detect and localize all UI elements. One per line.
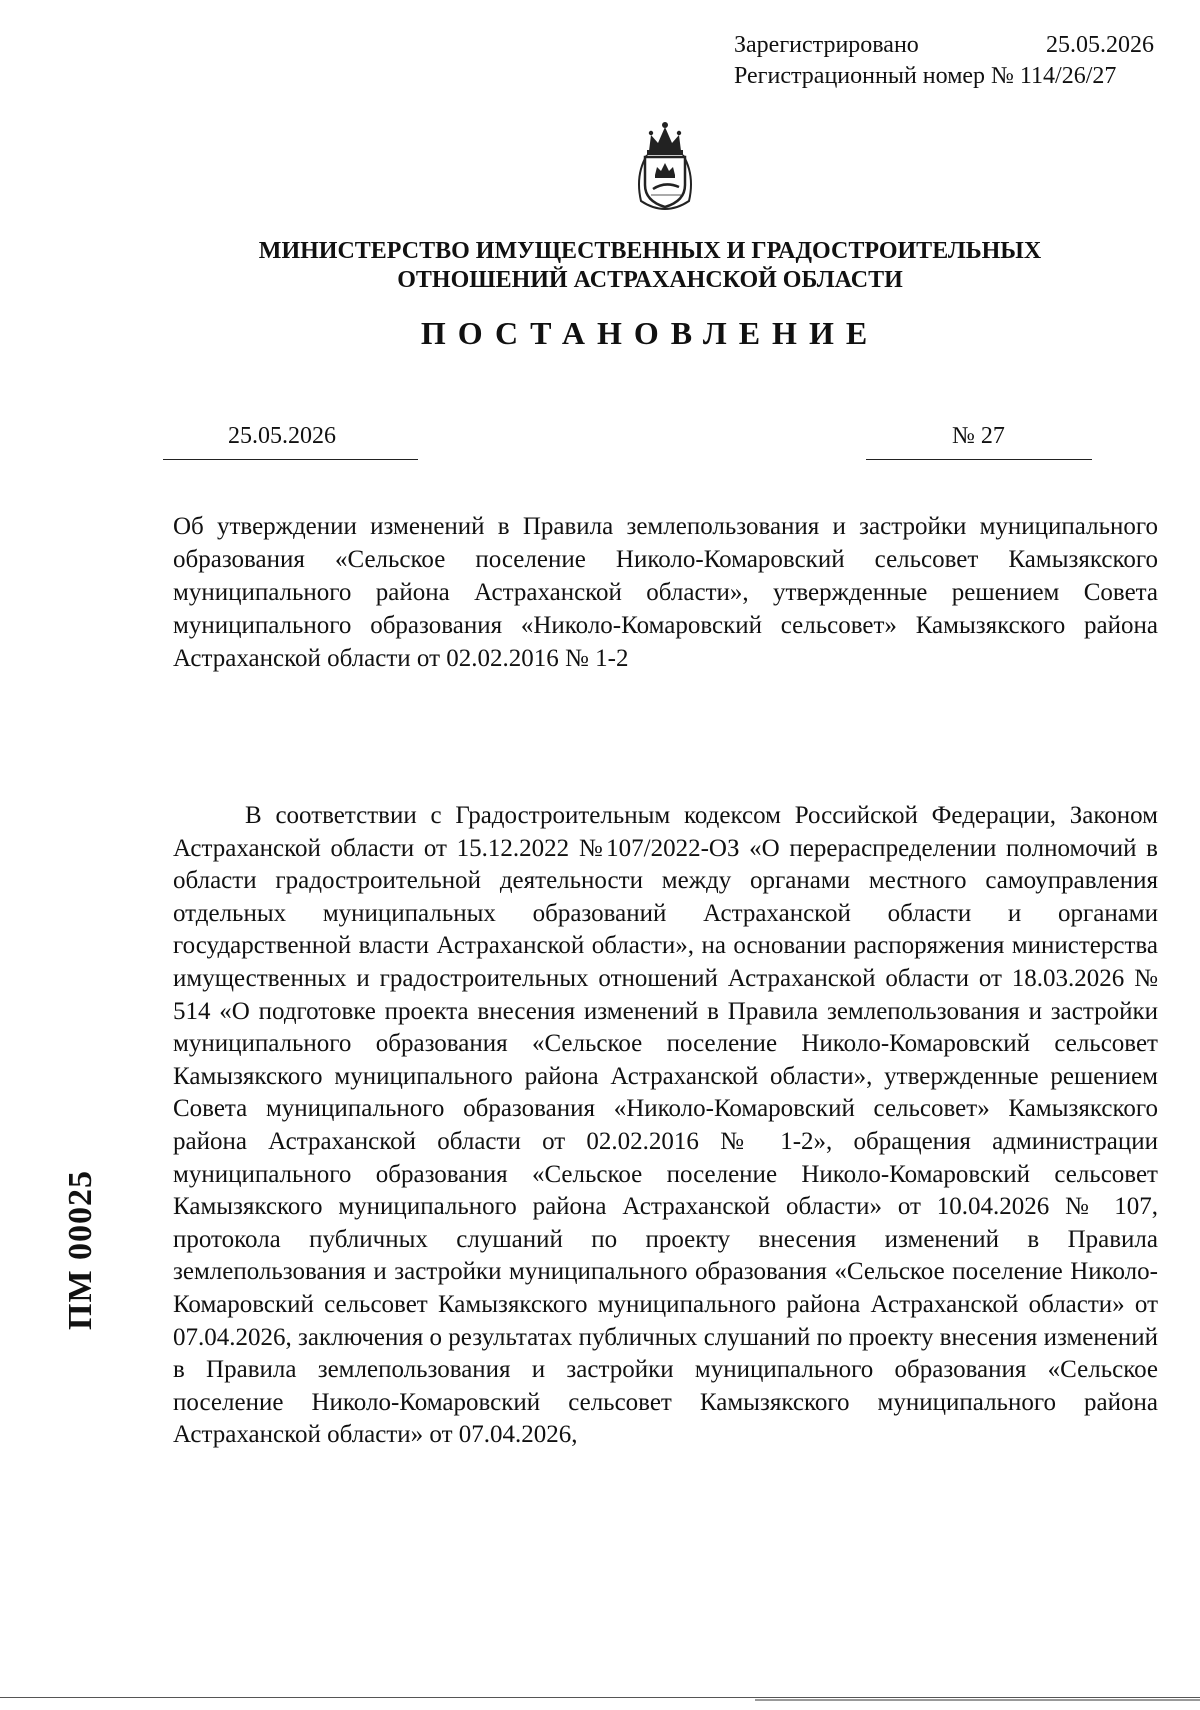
document-body-paragraph: В соответствии с Градостроительным кодексом Российской Федерации, Законом Астраханской области от 15.12.2022 №107/2022-ОЗ «О перераспределении полномочий в области градостроительной деятельности между органами местного самоуправления отдельных муниципальных образований Астраханской области и органами государственной власти Астраханской области», на основании распоряжения министерства имущественных и градостроительных отношений Астраханской области от 18.03.2026 № 514 «О подготовке проекта внесения изменений в Правила землепользования и застройки муниципального образования «Сельское поселение Николо-Комаровский сельсовет Камызякского муниципального района Астраханской области», утвержденные решением Совета муниципального образования «Николо-Комаровский сельсовет» Камызякского района Астраханской области от 02.02.2016 № 1-2», обращения администрации муниципального образования «Сельское поселение Николо-Комаровский сельсовет Камызякского муниципального района Астраханской области» от 10.04.2026 № 107, протокола публичных слушаний по проекту внесения изменений в Правила землепользования и застройки муниципального образования «Сельское поселение Николо-Комаровский сельсовет Камызякского муниципального района Астраханской области» от 07.04.2026, заключения о результатах публичных слушаний по проекту внесения изменений в Правила землепользования и застройки муниципального образования «Сельское поселение Николо-Комаровский сельсовет Камызякского муниципального района Астраханской области» от 07.04.2026, bbox=[173, 802, 1158, 1449]
registration-block bbox=[734, 30, 1154, 92]
document-type-title: ПОСТАНОВЛЕНИЕ bbox=[420, 315, 880, 351]
bottom-scan-line bbox=[0, 1697, 1200, 1698]
document-date-field bbox=[163, 423, 418, 460]
registration-number: Регистрационный номер № 114/26/27 bbox=[734, 63, 1117, 89]
ministry-name bbox=[150, 237, 1150, 295]
document-number-field bbox=[866, 423, 1092, 460]
ministry-name-line-2: ОТНОШЕНИЙ АСТРАХАНСКОЙ ОБЛАСТИ bbox=[397, 267, 903, 293]
ministry-name-line-1: МИНИСТЕРСТВО ИМУЩЕСТВЕННЫХ И ГРАДОСТРОИТЕЛЬНЫХ bbox=[258, 238, 1042, 264]
document-number: № 27 bbox=[952, 423, 1005, 449]
side-stamp: ПМ 00025 bbox=[62, 1169, 99, 1330]
registration-date: 25.05.2026 bbox=[1046, 32, 1154, 58]
registration-row bbox=[734, 30, 1154, 61]
document-subject: Об утверждении изменений в Правила землепользования и застройки муниципального образования «Сельское поселение Николо-Комаровский сельсовет Камызякского муниципального района Астраханской области», утвержденные решением Совета муниципального образования «Николо-Комаровский сельсовет» Камызякского района Астраханской области от 02.02.2016 № 1-2 bbox=[173, 513, 1158, 672]
coat-of-arms-icon bbox=[625, 105, 705, 213]
document-date: 25.05.2026 bbox=[228, 423, 336, 449]
registration-label: Зарегистрировано bbox=[734, 32, 919, 58]
bottom-scan-line-secondary bbox=[755, 1699, 1200, 1701]
